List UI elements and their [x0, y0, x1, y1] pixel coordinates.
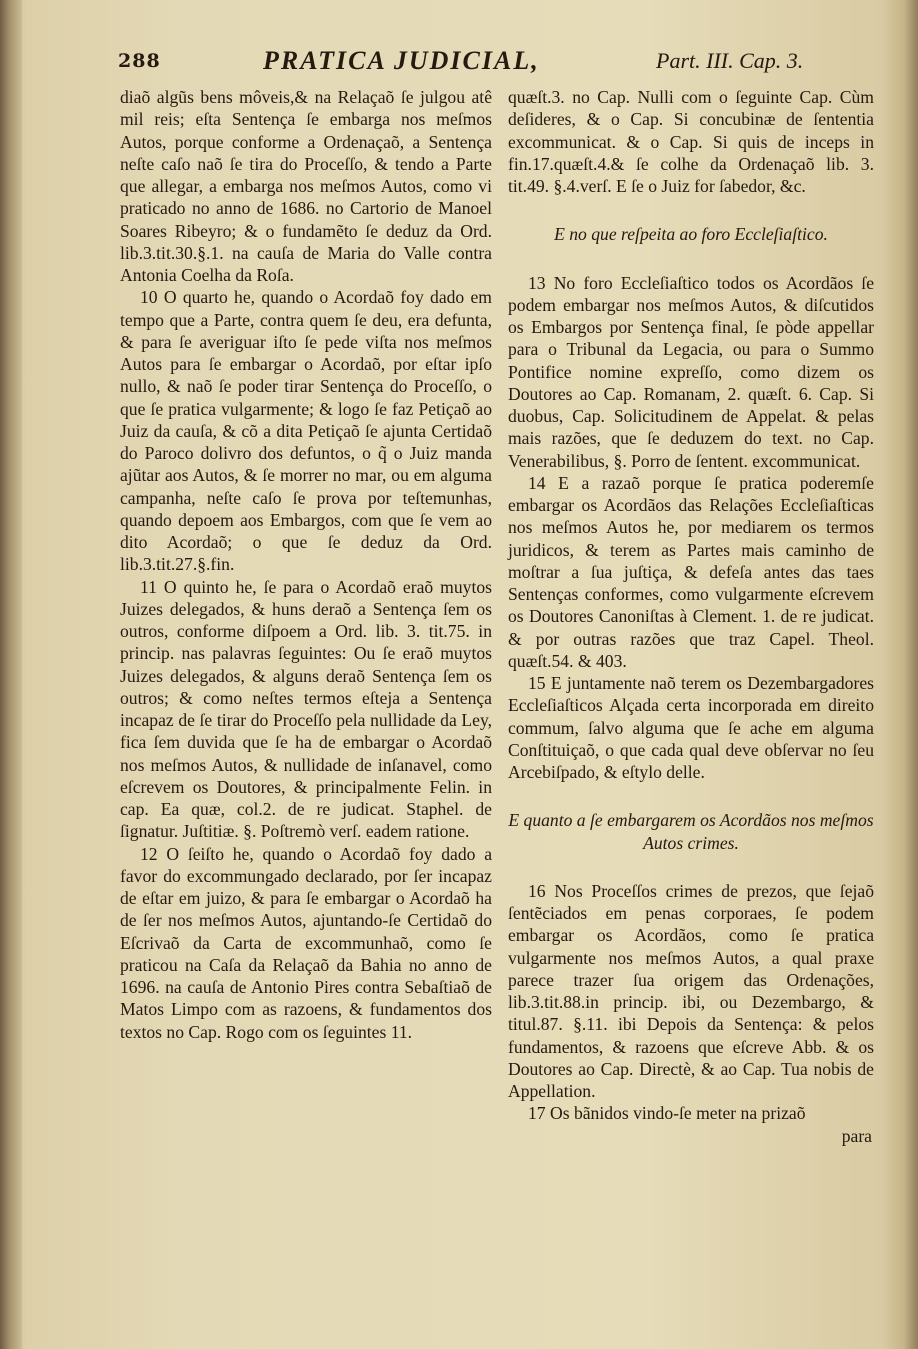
paragraph-17: 17 Os bãnidos vindo-ſe meter na prizaõ	[528, 1103, 806, 1124]
page-header	[118, 44, 878, 84]
left-text-column	[120, 86, 492, 1043]
paragraph-13: 13 No foro Eccleſiaſtico todos os Acordãos ſe podem embargar nos meſmos Autos, & diſcutidos os Embargos por Sentença final, ſe pòde appellar para o Tribunal da Legacia, ou para o Summo Pontifice nomine expreſſo, como dizem os Doutores ao Cap. Romanam, 2. quæſt. 6. Cap. Si duobus, Cap. Solicitudinem de Appelat. & pelas mais razões, que ſe deduzem do text. no Cap. Venerabilibus, §. Porro de ſentent. excommunicat.	[508, 272, 874, 471]
paragraph-15: 15 E juntamente naõ terem os Dezembargadores Eccleſiaſticos Alçada certa incorporada em direito commum, ſalvo alguma que ſe ache em alguma Conſtituiçaõ, o que cada qual deve obſervar no ſeu Arcebiſpado, & eſtylo delle.	[508, 673, 874, 782]
page-number: 288	[118, 50, 161, 72]
running-title: PRATICA JUDICIAL,	[263, 46, 540, 75]
paragraph-10: 10 O quarto he, quando o Acordaõ foy dado em tempo que a Parte, contra quem ſe deu, era defunta, & para ſe averiguar iſto ſe pede viſta nos meſmos Autos para ſe embargar o Acordaõ, por eſtar ipſo nullo, & naõ ſe poder tirar Sentença do Proceſſo, o que ſe pratica vulgarmente; & logo ſe faz Petiçaõ ao Juiz da cauſa, & cõ a dita Petiçaõ ſe ajunta Certidaõ do Paroco dolivro dos defuntos, o q̃ o Juiz manda ajũtar aos Autos, & ſe morrer no mar, ou em alguma campanha, neſte caſo ſe prova por teſtemunhas, quando depoem aos Embargos, com que ſe vem ao dito Acordaõ; o que ſe deduz da Ord. lib.3.tit.27.§.fin.	[120, 287, 492, 575]
paragraph: quæſt.3. no Cap. Nulli com o ſeguinte Cap. Cùm deſideres, & o Cap. Si concubinæ de ſententia excommunicat. & o Cap. Si quis de inceps in fin.17.quæſt.4.& ſe colhe da Ordenaçaõ lib. 3. tit.49. §.4.verſ. E ſe o Juiz for ſabedor, &c.	[508, 87, 874, 196]
paragraph-16: 16 Nos Proceſſos crimes de prezos, que ſejaõ ſentẽciados em penas corporaes, ſe podem embargar os Acordãos, como ſe pratica vulgarmente nos meſmos Autos, a qual praxe parece trazer ſua origem das Ordenações, lib.3.tit.88.in princip. ibi, ou Dezembargo, & titul.87. §.11. ibi Depois da Sentença: & pelos fundamentos, & razoens que eſcreve Abb. & os Doutores ao Cap. Directè, & ao Cap. Tua nobis de Appellation.	[508, 880, 874, 1101]
running-part-chapter: Part. III. Cap. 3.	[656, 48, 804, 73]
catchword: para	[841, 1125, 872, 1146]
right-text-column	[508, 86, 874, 1147]
paragraph-14: 14 E a razaõ porque ſe pratica poderemſe embargar os Acordãos das Relações Eccleſiaſticas nos meſmos Autos he, por mediarem os termos juridicos, & terem as Partes mais caminho de moſtrar a ſua juſtiça, & defeſa antes das taes Sentenças conformes, como vulgarmente eſcrevem os Doutores Canoniſtas à Clement. 1. de re judicat. & por outras razões que traz Capel. Theol. quæſt.54. & 403.	[508, 472, 874, 671]
page-edge-shadow	[904, 0, 918, 1349]
paragraph-11: 11 O quinto he, ſe para o Acordaõ eraõ muytos Juizes delegados, & huns deraõ a Sentença ſem os outros, conforme diſpoem a Ord. lib. 3. tit.75. in princip. nas palavras ſeguintes: Ou ſe eraõ muytos Juizes delegados, & alguns deraõ Sentença ſem os outros; & como neſtes termos eſteja a Sentença incapaz de ſe tirar do Proceſſo pela nullidade da Ley, fica ſem duvida que ſe ha de embargar o Acordaõ nos meſmos Autos, & nullidade de inſanavel, como eſcrevem os Doutores, & principalmente Felin. in cap. Ea quæ, col.2. de re judicat. Staphel. de ſignatur. Juſtitiæ. §. Poſtremò verſ. eadem ratione.	[120, 576, 492, 842]
section-heading-ecclesiastical: E no que reſpeita ao foro Eccleſiaſtico.	[554, 224, 828, 245]
paragraph: diaõ algũs bens môveis,& na Relaçaõ ſe julgou atê mil reis; eſta Sentença ſe embarga nos meſmos Autos, porque conforme a Ordenaçaõ, a Sentença neſte caſo naõ ſe tira do Proceſſo, & tendo a Parte que allegar, a embarga nos meſmos Autos, como vi praticado no anno de 1686. no Cartorio de Manoel Soares Ribeyro; & o fundamẽto ſe deduz da Ord. lib.3.tit.30.§.1. na cauſa de Maria do Valle contra Antonia Coelha da Roſa.	[120, 87, 492, 285]
section-heading-criminal: E quanto a ſe embargarem os Acordãos nos meſmos Autos crimes.	[508, 810, 874, 853]
book-binding-shadow	[0, 0, 22, 1349]
paragraph-12: 12 O ſeiſto he, quando o Acordaõ foy dado a favor do excommungado declarado, por ſer incapaz de eſtar em juizo, & para ſe embargar o Acordaõ ha de ſer nos meſmos Autos, ajuntando-ſe Certidaõ do Eſcrivaõ da Carta de excommunhaõ, como ſe praticou na Caſa da Relaçaõ da Bahia no anno de 1696. na cauſa de Antonio Pires contra Sebaſtiaõ de Matos Limpo com as razoens, & fundamentos dos textos no Cap. Rogo com os ſeguintes 11.	[120, 843, 492, 1042]
